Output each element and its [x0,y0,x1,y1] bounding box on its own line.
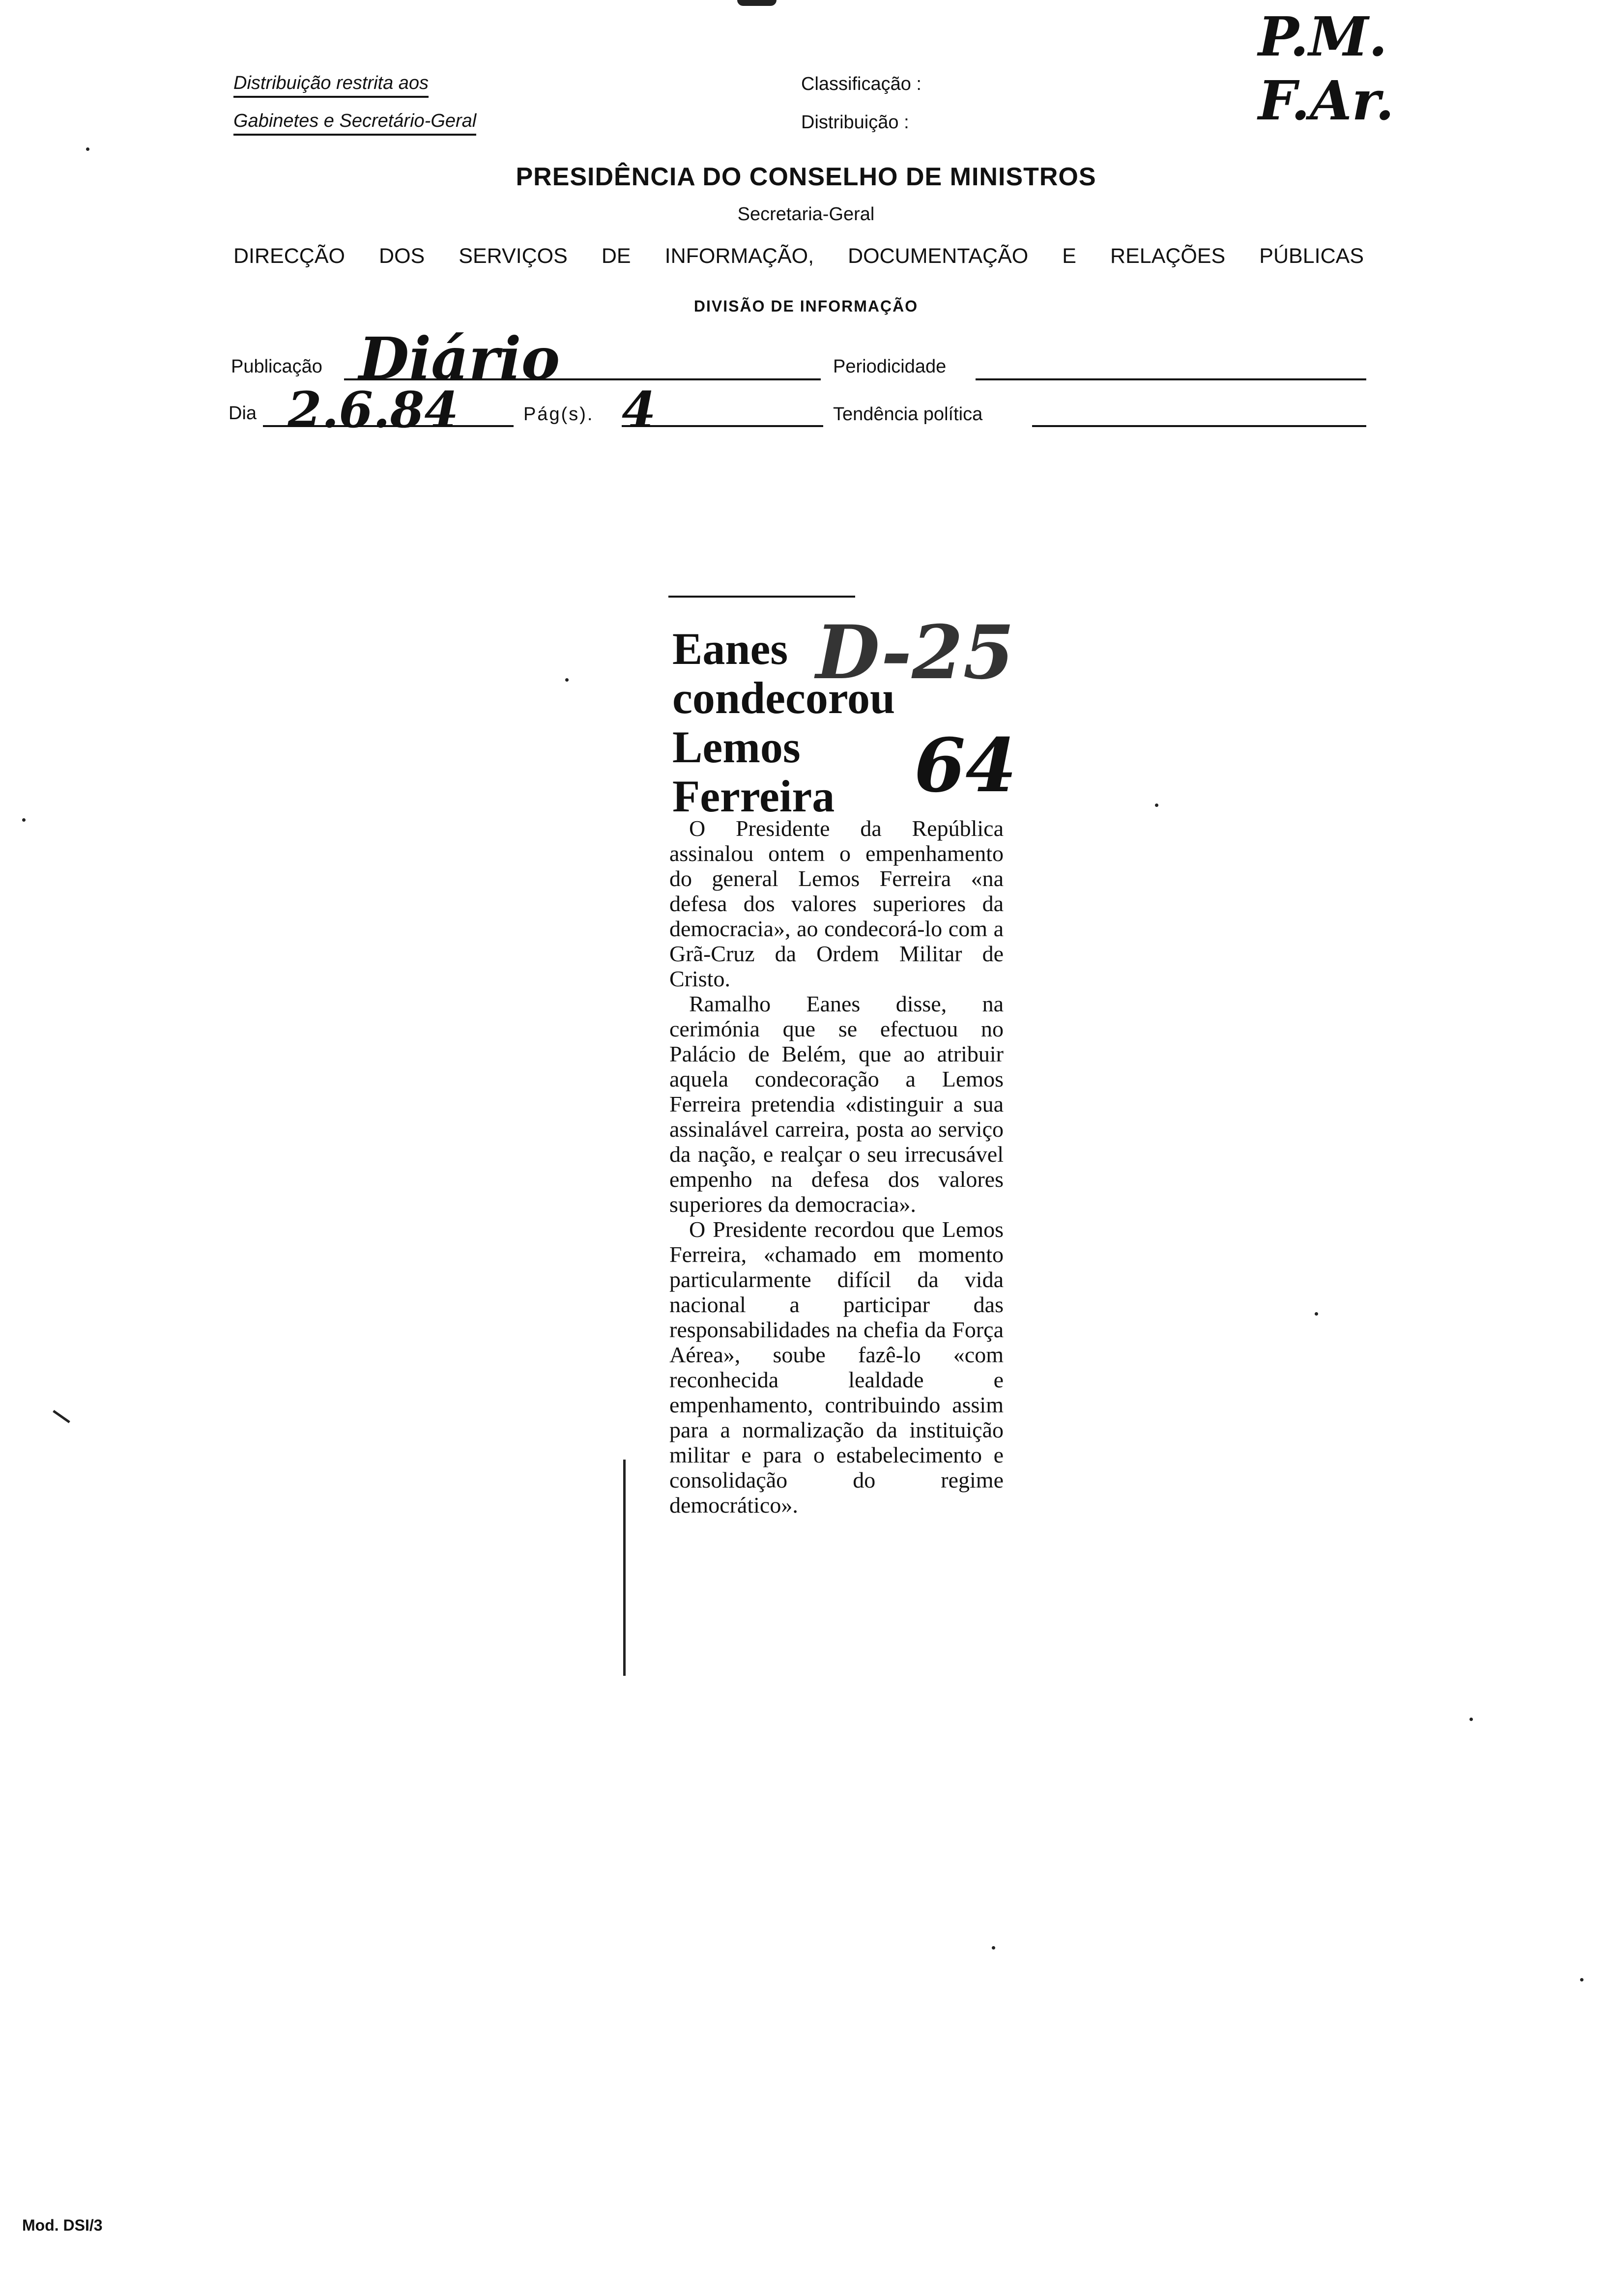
speck [1580,1978,1583,1981]
pages-label: Pág(s). [523,404,594,425]
tendency-underline [1032,425,1366,427]
distribution-label: Distribuição : [801,112,909,133]
division-title: DIVISÃO DE INFORMAÇÃO [693,297,919,315]
speck [1315,1312,1318,1316]
speck [565,678,569,682]
classification-label: Classificação : [801,74,921,94]
directorate-title: DIRECÇÃO DOS SERVIÇOS DE INFORMAÇÃO, DOCUMENTAÇÃO E RELAÇÕES PÚBLICAS [233,244,1364,268]
pages-value: 4 [622,381,656,439]
headline-line-4: Ferreira [672,771,835,821]
scan-mark-left [53,1410,70,1423]
restriction-line-2: Gabinetes e Secretário-Geral [233,111,476,136]
publication-label: Publicação [231,356,322,377]
restriction-line-1: Distribuição restrita aos [233,73,429,98]
paragraph-2: Ramalho Eanes disse, na cerimónia que se efectuou no Palácio de Belém, que ao atribuir aquela condecoração a Lemos Ferreira pretendia «distinguir a sua assinalável carreira, posta ao serviço da nação, e realçar o seu irrecusável empenho na defesa dos valores superiores da democracia». [669,991,1004,1217]
handwritten-reference: D-25 [816,609,1014,696]
periodicity-underline [976,378,1366,380]
scan-mark-top [737,0,777,6]
headline-line-2: condecorou [672,673,895,723]
periodicity-label: Periodicidade [833,356,947,377]
clipping-top-rule [668,596,855,598]
tendency-label: Tendência política [833,404,983,425]
day-value: 2.6.84 [288,381,459,439]
form-code: Mod. DSI/3 [22,2216,103,2234]
headline-line-1: Eanes [672,624,788,674]
speck [86,147,89,151]
publication-value: Diário [359,324,560,393]
paragraph-1: O Presidente da República assinalou ontem o empenhamento do general Lemos Ferreira «na defesa dos valores superiores da democracia», ao condecorá-lo com a Grã-Cruz da Ordem Militar de Cristo. [669,816,1004,991]
handwritten-number: 64 [914,722,1017,809]
column-rule [623,1460,626,1676]
speck [1469,1718,1473,1721]
speck [22,818,26,822]
office-title: PRESIDÊNCIA DO CONSELHO DE MINISTROS [516,163,1096,191]
paragraph-3: O Presidente recordou que Lemos Ferreira, «chamado em momento particularmente difícil da vida nacional a participar das responsabilidades na chefia da Força Aérea», soube fazê-lo «com reconhecida lealdade e empenhamento, contribuindo assim para a normalização da instituição militar e para o estabelecimento e consolidação do regime democrático». [669,1217,1004,1518]
speck [992,1946,995,1950]
headline-line-3: Lemos [672,722,801,772]
day-label: Dia [229,403,257,424]
speck [1155,804,1158,807]
office-subtitle: Secretaria-Geral [737,204,875,225]
handwritten-corner-note: P.M. F.Ar. [1258,5,1394,132]
clipping-body [669,816,1004,1518]
